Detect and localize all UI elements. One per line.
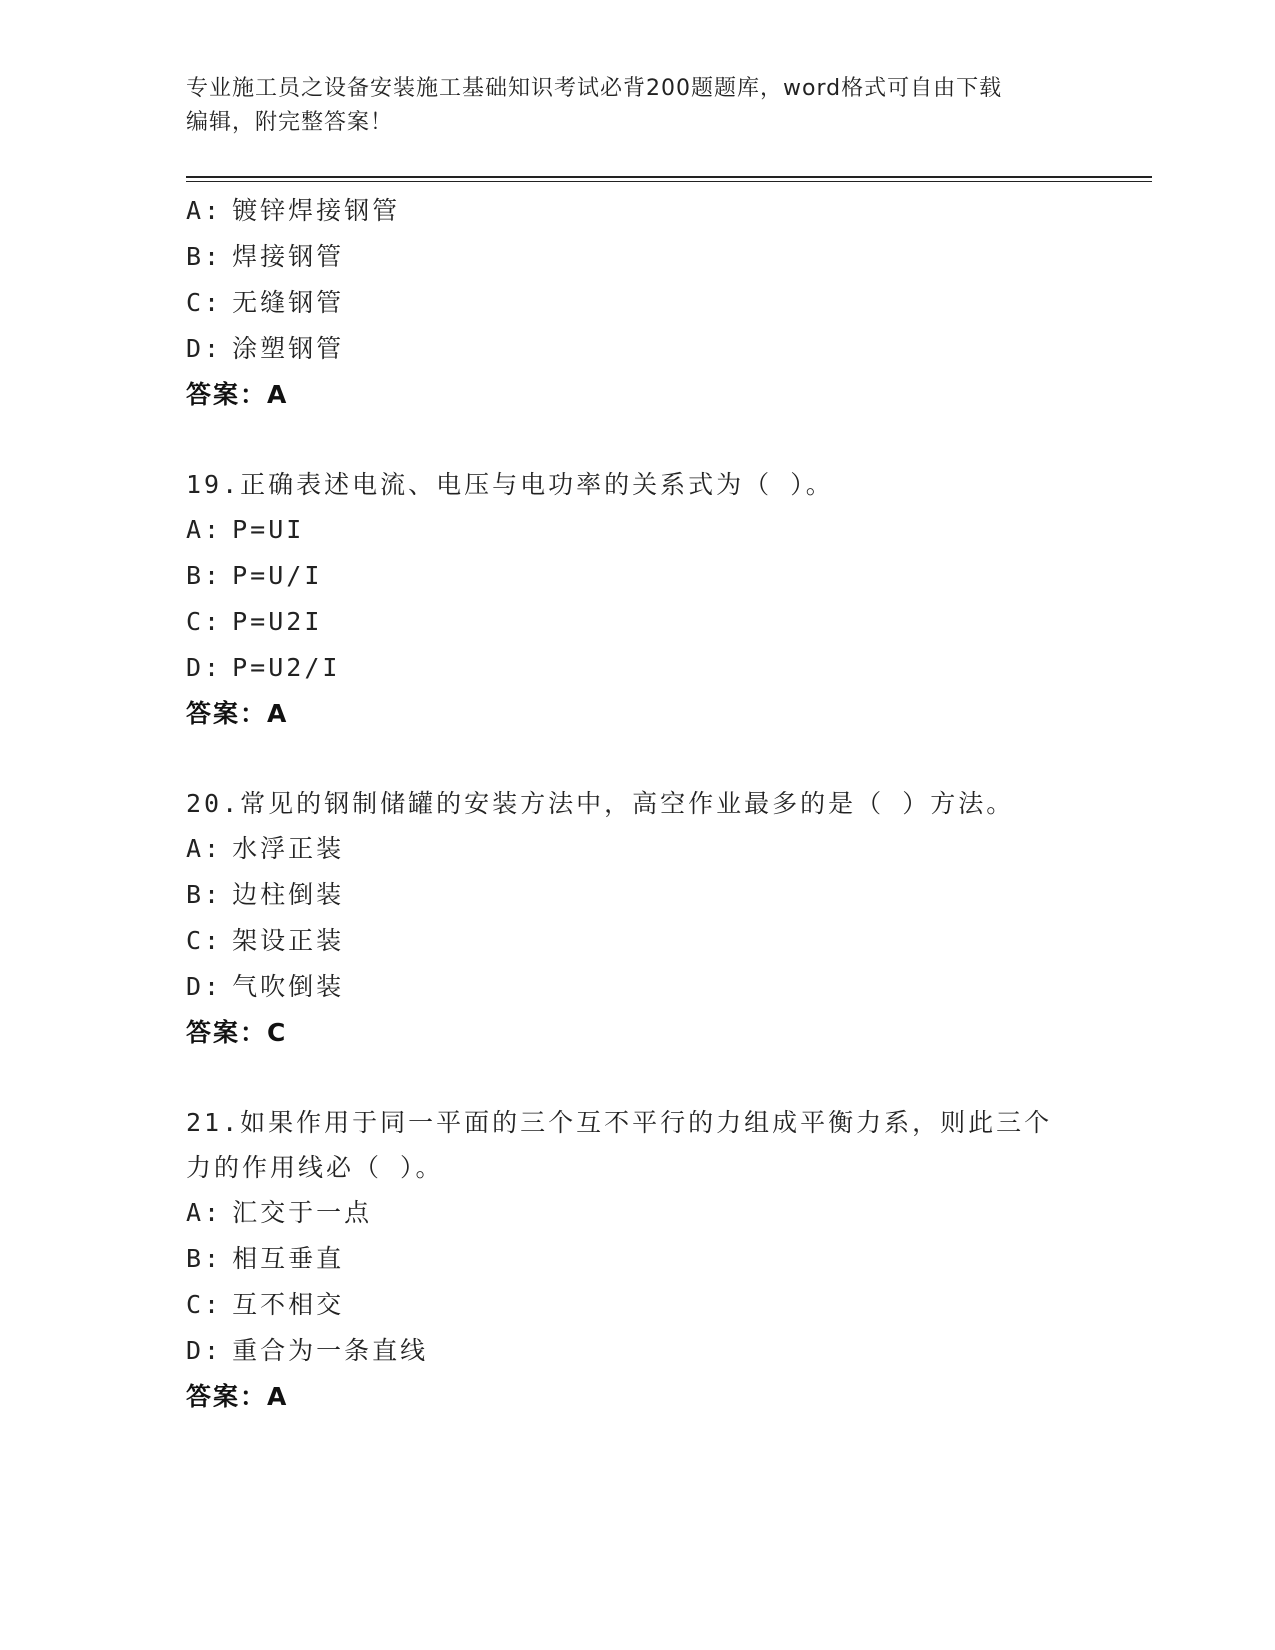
option-c: C: P=U2I (186, 607, 323, 636)
document-header (186, 72, 1066, 140)
option-c: C: 架设正装 (186, 926, 345, 955)
option-d: D: 涂塑钢管 (186, 334, 345, 363)
header-divider-thick (186, 176, 1152, 178)
question-list (186, 188, 1086, 1420)
answer-line: 答案：A (186, 380, 289, 409)
question-18-block (186, 188, 1086, 418)
header-line-2: 编辑，附完整答案！ (186, 110, 394, 135)
header-line-1: 专业施工员之设备安装施工基础知识考试必背200题题库，word格式可自由下载 (186, 76, 1003, 101)
option-b: B: P=U/I (186, 561, 323, 590)
option-b: B: 边柱倒装 (186, 880, 345, 909)
option-a: A: 水浮正装 (186, 834, 345, 863)
option-a: A: P=UI (186, 515, 305, 544)
option-d: D: 重合为一条直线 (186, 1336, 429, 1365)
option-a: A: 镀锌焊接钢管 (186, 196, 401, 225)
question-19-block (186, 462, 1086, 737)
option-b: B: 相互垂直 (186, 1244, 345, 1273)
question-text: 19.正确表述电流、电压与电功率的关系式为（ ）。 (186, 470, 834, 499)
answer-line: 答案：A (186, 1382, 289, 1411)
question-text: 20.常见的钢制储罐的安装方法中，高空作业最多的是（ ）方法。 (186, 789, 1015, 818)
option-d: D: P=U2/I (186, 653, 341, 682)
option-c: C: 互不相交 (186, 1290, 345, 1319)
answer-line: 答案：A (186, 699, 289, 728)
option-a: A: 汇交于一点 (186, 1198, 373, 1227)
question-text-line-2: 力的作用线必（ ）。 (186, 1153, 444, 1182)
answer-line: 答案：C (186, 1018, 288, 1047)
header-divider-thin (186, 181, 1152, 182)
option-b: B: 焊接钢管 (186, 242, 345, 271)
question-text-line-1: 21.如果作用于同一平面的三个互不平行的力组成平衡力系，则此三个 (186, 1108, 1053, 1137)
question-21-block (186, 1100, 1086, 1420)
option-c: C: 无缝钢管 (186, 288, 345, 317)
option-d: D: 气吹倒装 (186, 972, 345, 1001)
question-20-block (186, 781, 1086, 1056)
